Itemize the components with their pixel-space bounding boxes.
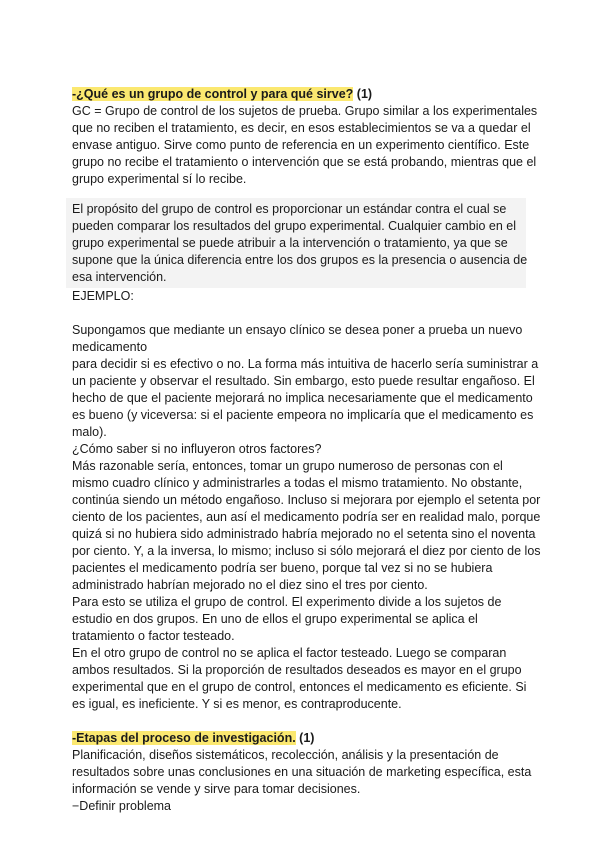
text-line: −Definir problema [72, 799, 172, 813]
text-line: esa intervención. [72, 270, 167, 284]
text-line: para decidir si es efectivo o no. La forma más intuitiva de hacerlo sería suministrar a [72, 357, 539, 371]
text-line: información se vende y sirve para tomar decisiones. [72, 782, 361, 796]
text-line: grupo no recibe el tratamiento o intervención que se está probando, mientras que el [72, 155, 537, 169]
text-line: que no reciben el tratamiento, es decir, en esos establecimientos se va a quedar el [72, 121, 531, 135]
section1-intro [72, 103, 538, 188]
text-line: En el otro grupo de control no se aplica el factor testeado. Luego se comparan [72, 646, 507, 660]
text-line: pueden comparar los resultados del grupo experimental. Cualquier cambio en el [72, 219, 517, 233]
text-line: mismo cuadro clínico y administrarles a todas el mismo tratamiento. No obstante, [72, 476, 523, 490]
text-line: medicamento [72, 340, 148, 354]
text-line: supone que la única diferencia entre los dos grupos es la presencia o ausencia de [72, 253, 528, 267]
text-line: resultados sobre unas conclusiones en una situación de marketing específica, esta [72, 765, 532, 779]
text-line: Más razonable sería, entonces, tomar un grupo numeroso de personas con el [72, 459, 503, 473]
text-line: GC = Grupo de control de los sujetos de prueba. Grupo similar a los experimentales [72, 104, 538, 118]
text-line: por ciento. Y, a la inversa, lo mismo; incluso si sólo mejorará el diez por ciento de los [72, 544, 541, 558]
text-line: grupo experimental se puede atribuir a la intervención o tratamiento, ya que se [72, 236, 508, 250]
text-line: grupo experimental sí lo recibe. [72, 172, 247, 186]
text-line: ¿Cómo saber si no influyeron otros factores? [72, 442, 322, 456]
section2-body [72, 747, 532, 815]
text-line: continúa siendo un método engañoso. Incluso si mejorara por ejemplo el setenta por [72, 493, 541, 507]
text-line: ambos resultados. Si la proporción de resultados deseados es mayor en el grupo [72, 663, 522, 677]
text-line: ciento de los pacientes, aun así el medicamento podría ser en realidad malo, porque [72, 510, 541, 524]
section1-heading [72, 86, 532, 103]
example-label: EJEMPLO: [72, 289, 134, 303]
text-line: envase antiguo. Sirve como punto de referencia en un experimento científico. Este [72, 138, 530, 152]
section2-heading-mark: (1) [295, 731, 315, 745]
section1-heading-highlight: -¿Qué es un grupo de control y para qué sirve? [72, 87, 354, 101]
text-line: un paciente y observar el resultado. Sin embargo, esto puede resultar engañoso. El [72, 374, 535, 388]
example-section [72, 288, 541, 713]
text-line: pacientes el medicamento podría ser bueno, porque tal vez si no se hubiera [72, 561, 493, 575]
text-line: Para esto se utiliza el grupo de control. El experimento divide a los sujetos de [72, 595, 502, 609]
section1-heading-mark: (1) [353, 87, 373, 101]
text-line: es igual, es ineficiente. Y si es menor, es contraproducente. [72, 697, 402, 711]
text-line: tratamiento o factor testeado. [72, 629, 235, 643]
text-line: experimental que en el grupo de control, entonces el medicamento es eficiente. Si [72, 680, 527, 694]
purpose-block [66, 198, 526, 288]
text-line: Planificación, diseños sistemáticos, recolección, análisis y la presentación de [72, 748, 499, 762]
document-page [72, 86, 541, 815]
text-line: quizá si no hubiera sido administrado habría mejorado no el setenta sino el noventa [72, 527, 536, 541]
text-line: malo). [72, 425, 107, 439]
text-line: estudio en dos grupos. En uno de ellos el grupo experimental se aplica el [72, 612, 478, 626]
text-line: El propósito del grupo de control es proporcionar un estándar contra el cual se [72, 202, 507, 216]
section2-heading-highlight: -Etapas del proceso de investigación. [72, 731, 296, 745]
text-line: hecho de que el paciente mejorará no implica necesariamente que el medicamento [72, 391, 533, 405]
section2-heading [72, 730, 532, 747]
text-line: es bueno (y viceversa: si el paciente empeora no implicaría que el medicamento es [72, 408, 534, 422]
text-line: administrado habrían mejorado no el diez sino el tres por ciento. [72, 578, 428, 592]
text-line: Supongamos que mediante un ensayo clínico se desea poner a prueba un nuevo [72, 323, 523, 337]
